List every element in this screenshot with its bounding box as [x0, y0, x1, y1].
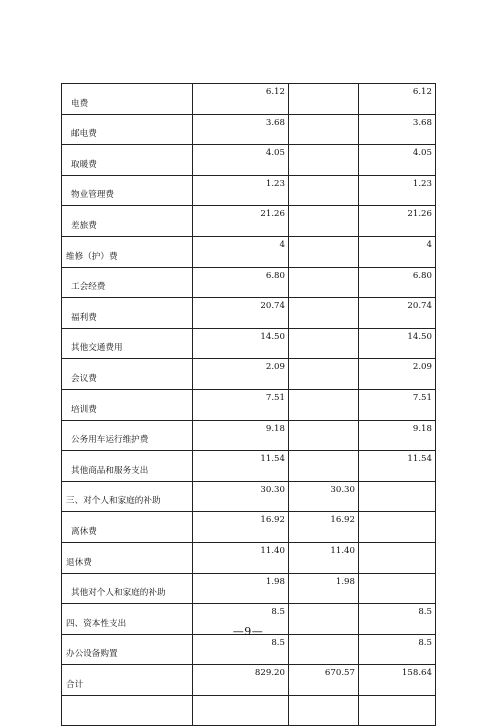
table-row [62, 267, 436, 298]
basic-amount-cell [289, 206, 359, 237]
item-name-cell: 公务用车运行维护费 [62, 420, 193, 451]
table-row [62, 695, 436, 726]
total-amount-cell: 30.30 [193, 481, 289, 512]
item-name-cell: 其他商品和服务支出 [62, 451, 193, 482]
item-name-cell: 邮电费 [62, 114, 193, 145]
item-name-cell: 四、资本性支出 [62, 604, 193, 635]
project-amount-cell: 3.68 [359, 114, 436, 145]
basic-amount-cell [289, 695, 359, 726]
basic-amount-cell [289, 420, 359, 451]
total-amount-cell: 16.92 [193, 512, 289, 543]
total-amount-cell [193, 695, 289, 726]
total-amount-cell: 8.5 [193, 604, 289, 635]
project-amount-cell: 21.26 [359, 206, 436, 237]
table-row [62, 512, 436, 543]
table-row [62, 665, 436, 696]
project-amount-cell: 11.54 [359, 451, 436, 482]
project-amount-cell: 6.80 [359, 267, 436, 298]
item-name-cell: 福利费 [62, 298, 193, 329]
table-row [62, 542, 436, 573]
project-amount-cell [359, 573, 436, 604]
item-name-cell: 取暖费 [62, 145, 193, 176]
project-amount-cell: 1.23 [359, 175, 436, 206]
item-name-cell: 维修（护）费 [62, 236, 193, 267]
total-amount-cell: 14.50 [193, 328, 289, 359]
table-row [62, 420, 436, 451]
table-row [62, 236, 436, 267]
project-amount-cell: 6.12 [359, 84, 436, 115]
total-amount-cell: 4 [193, 236, 289, 267]
total-amount-cell: 11.40 [193, 542, 289, 573]
table-row [62, 573, 436, 604]
total-amount-cell: 8.5 [193, 634, 289, 665]
total-amount-cell: 21.26 [193, 206, 289, 237]
project-amount-cell: 2.09 [359, 359, 436, 390]
total-amount-cell: 2.09 [193, 359, 289, 390]
total-amount-cell: 6.12 [193, 84, 289, 115]
item-name-cell [62, 695, 193, 726]
table-row [62, 389, 436, 420]
item-name-cell: 其他交通费用 [62, 328, 193, 359]
basic-amount-cell: 30.30 [289, 481, 359, 512]
project-amount-cell: 9.18 [359, 420, 436, 451]
total-amount-cell: 9.18 [193, 420, 289, 451]
project-amount-cell: 14.50 [359, 328, 436, 359]
project-amount-cell: 158.64 [359, 665, 436, 696]
item-name-cell: 差旅费 [62, 206, 193, 237]
basic-amount-cell [289, 328, 359, 359]
table-row [62, 451, 436, 482]
table-row [62, 328, 436, 359]
total-amount-cell: 11.54 [193, 451, 289, 482]
basic-amount-cell [289, 84, 359, 115]
basic-amount-cell [289, 114, 359, 145]
basic-amount-cell [289, 175, 359, 206]
project-amount-cell: 4.05 [359, 145, 436, 176]
project-amount-cell: 7.51 [359, 389, 436, 420]
total-amount-cell: 1.98 [193, 573, 289, 604]
item-name-cell: 物业管理费 [62, 175, 193, 206]
item-name-cell: 合计 [62, 665, 193, 696]
table-row [62, 84, 436, 115]
table-row [62, 206, 436, 237]
table-row [62, 114, 436, 145]
page-number: —9— [232, 625, 264, 638]
table-row [62, 298, 436, 329]
item-name-cell: 会议费 [62, 359, 193, 390]
basic-amount-cell [289, 389, 359, 420]
basic-amount-cell [289, 451, 359, 482]
total-amount-cell: 1.23 [193, 175, 289, 206]
project-amount-cell: 20.74 [359, 298, 436, 329]
project-amount-cell [359, 512, 436, 543]
project-amount-cell: 8.5 [359, 604, 436, 635]
basic-amount-cell: 16.92 [289, 512, 359, 543]
basic-amount-cell: 670.57 [289, 665, 359, 696]
total-amount-cell: 3.68 [193, 114, 289, 145]
item-name-cell: 其他对个人和家庭的补助 [62, 573, 193, 604]
item-name-cell: 三、对个人和家庭的补助 [62, 481, 193, 512]
project-amount-cell [359, 542, 436, 573]
project-amount-cell: 8.5 [359, 634, 436, 665]
basic-amount-cell [289, 634, 359, 665]
basic-amount-cell [289, 267, 359, 298]
basic-amount-cell [289, 298, 359, 329]
item-name-cell: 培训费 [62, 389, 193, 420]
table-row [62, 145, 436, 176]
total-amount-cell: 7.51 [193, 389, 289, 420]
basic-amount-cell [289, 236, 359, 267]
total-amount-cell: 6.80 [193, 267, 289, 298]
item-name-cell: 离休费 [62, 512, 193, 543]
table-row [62, 634, 436, 665]
item-name-cell: 退休费 [62, 542, 193, 573]
total-amount-cell: 4.05 [193, 145, 289, 176]
basic-amount-cell [289, 145, 359, 176]
basic-amount-cell: 1.98 [289, 573, 359, 604]
total-amount-cell: 829.20 [193, 665, 289, 696]
item-name-cell: 电费 [62, 84, 193, 115]
table-row [62, 481, 436, 512]
project-amount-cell: 4 [359, 236, 436, 267]
table-row [62, 359, 436, 390]
basic-amount-cell [289, 359, 359, 390]
basic-amount-cell: 11.40 [289, 542, 359, 573]
item-name-cell: 办公设备购置 [62, 634, 193, 665]
project-amount-cell [359, 481, 436, 512]
total-amount-cell: 20.74 [193, 298, 289, 329]
project-amount-cell [359, 695, 436, 726]
item-name-cell: 工会经费 [62, 267, 193, 298]
table-row [62, 175, 436, 206]
